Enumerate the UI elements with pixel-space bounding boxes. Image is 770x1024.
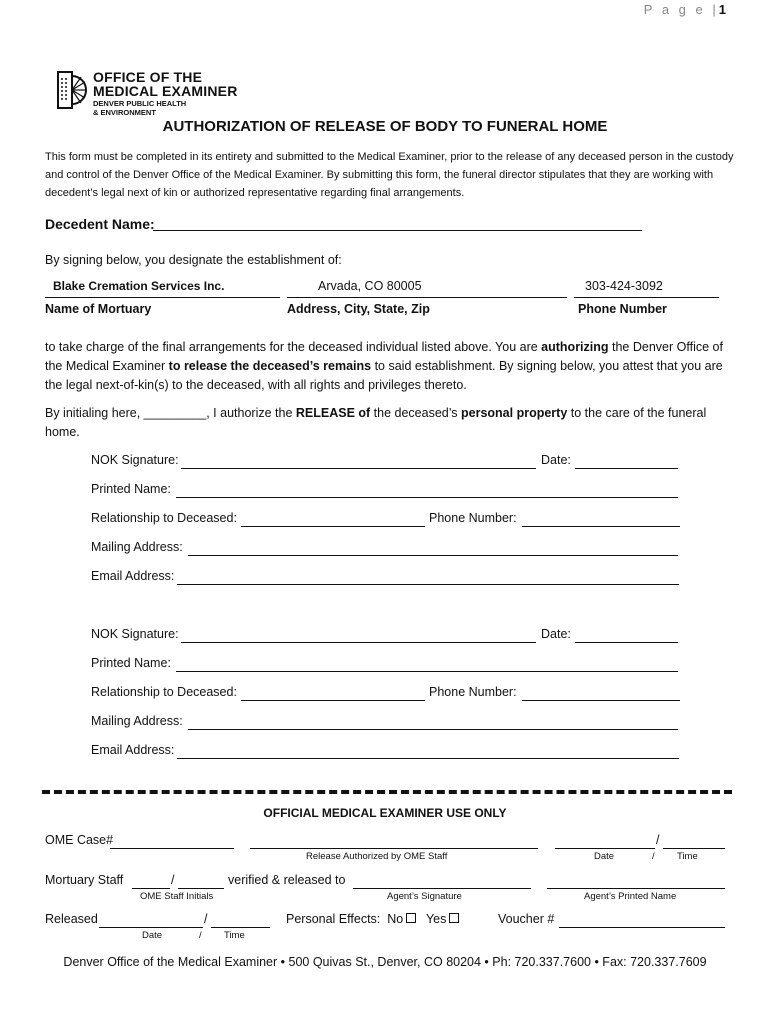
yes-label: Yes <box>425 912 447 926</box>
nok2-date-field[interactable] <box>575 626 678 643</box>
page-separator: | <box>712 2 719 17</box>
section-divider <box>42 790 732 794</box>
nok2-phone-label: Phone Number: <box>429 685 517 699</box>
agent-printed-name-label: Agent’s Printed Name <box>584 891 677 902</box>
nok1-relationship-label: Relationship to Deceased: <box>91 511 237 525</box>
ome-case-field[interactable] <box>110 832 234 849</box>
intro-paragraph: This form must be completed in its entirety and submitted to the Medical Examiner, prior to the release of any deceased person in the custody and control of the Denver Office of the Medical Examiner. By submitting this form, the funeral director stipulates that they are working with decedent’s legal next of kin or authorized representative regarding final arrangements. <box>45 151 734 199</box>
nok2-mailing-field[interactable] <box>188 713 678 730</box>
p2-e: to the care of the funeral home. <box>45 406 707 439</box>
mortuary-address-label: Address, City, State, Zip <box>287 302 430 316</box>
no-label: No <box>387 912 404 926</box>
agent-signature-label: Agent’s Signature <box>387 891 462 902</box>
authorization-paragraph <box>45 338 730 395</box>
ome-time-label: Time <box>677 851 698 862</box>
nok1-phone-label: Phone Number: <box>429 511 517 525</box>
nok1-date-label: Date: <box>541 453 571 467</box>
verified-released-label: verified & released to <box>228 873 346 887</box>
ome-section-title: OFFICIAL MEDICAL EXAMINER USE ONLY <box>263 806 507 820</box>
ome-date-field[interactable] <box>555 832 655 849</box>
nok1-printed-name-field[interactable] <box>176 481 678 498</box>
yes-checkbox[interactable] <box>449 913 459 923</box>
ome-date-slash: / <box>656 833 660 847</box>
nok1-signature-field[interactable] <box>181 452 536 469</box>
mortuary-name-label: Name of Mortuary <box>45 302 152 316</box>
ome-staff-initials-label: OME Staff Initials <box>140 891 214 902</box>
decedent-name-field[interactable] <box>153 214 642 231</box>
ome-logo-icon <box>57 70 87 110</box>
nok2-email-label: Email Address: <box>91 743 175 757</box>
mortuary-staff-initials-field[interactable] <box>132 872 170 889</box>
p1-b: authorizing <box>541 340 609 354</box>
mortuary-staff-label: Mortuary Staff <box>45 873 124 887</box>
nok1-relationship-field[interactable] <box>241 510 425 527</box>
released-date-label: Date <box>142 930 163 941</box>
nok2-email-field[interactable] <box>177 742 679 759</box>
personal-effects-row <box>286 912 462 926</box>
nok1-phone-field[interactable] <box>522 510 680 527</box>
no-checkbox[interactable] <box>406 913 416 923</box>
nok1-printed-name-label: Printed Name: <box>91 482 171 496</box>
p1-d: to release the deceased’s remains <box>168 359 372 373</box>
logo-line-1: OFFICE OF THE <box>93 69 203 85</box>
nok1-email-label: Email Address: <box>91 569 175 583</box>
nok1-email-field[interactable] <box>177 568 679 585</box>
released-time-field[interactable] <box>211 911 270 928</box>
nok2-phone-field[interactable] <box>522 684 680 701</box>
ome-date-label: Date <box>594 851 615 862</box>
decedent-name-row <box>45 216 155 232</box>
page-number <box>644 2 726 17</box>
agent-printed-name-field[interactable] <box>547 872 725 889</box>
nok2-date-label: Date: <box>541 627 571 641</box>
released-date-field[interactable] <box>99 911 203 928</box>
release-authorized-label: Release Authorized by OME Staff <box>306 851 448 862</box>
mortuary-name-value: Blake Cremation Services Inc. <box>53 279 225 293</box>
p2-d: personal property <box>461 406 568 420</box>
agent-signature-field[interactable] <box>353 872 531 889</box>
page-label: P a g e <box>643 2 706 17</box>
p2-b: RELEASE of <box>295 406 371 420</box>
logo-line-2: MEDICAL EXAMINER <box>93 83 238 99</box>
designate-text: By signing below, you designate the establishment of: <box>45 253 342 267</box>
released-label: Released <box>45 912 98 926</box>
ome-date-time-slash: / <box>652 851 655 862</box>
decedent-name-label: Decedent Name: <box>45 216 155 232</box>
property-release-paragraph <box>45 404 730 442</box>
logo-line-4: & ENVIRONMENT <box>93 108 156 117</box>
released-slash: / <box>204 912 208 926</box>
p1-e: to said establishment. By signing below, you attest that you are the legal next-of-kin(s) to the deceased, with all rights and privileges thereto. <box>45 359 723 392</box>
released-time-label: Time <box>224 930 245 941</box>
logo-line-3: DENVER PUBLIC HEALTH <box>93 99 187 108</box>
mortuary-phone-label: Phone Number <box>578 302 667 316</box>
voucher-label: Voucher # <box>498 912 555 926</box>
nok1-date-field[interactable] <box>575 452 678 469</box>
p1-a: to take charge of the final arrangements for the deceased individual listed above. You are <box>45 340 542 354</box>
ome-staff-initials-field[interactable] <box>178 872 224 889</box>
p1-c: the Denver Office of the Medical Examiner <box>45 340 723 373</box>
form-title: AUTHORIZATION OF RELEASE OF BODY TO FUNERAL HOME <box>162 118 608 135</box>
nok1-mailing-field[interactable] <box>188 539 678 556</box>
mortuary-address-value: Arvada, CO 80005 <box>318 279 422 293</box>
page-num: 1 <box>718 2 726 17</box>
nok2-relationship-label: Relationship to Deceased: <box>91 685 237 699</box>
nok2-printed-name-label: Printed Name: <box>91 656 171 670</box>
nok1-signature-label: NOK Signature: <box>91 453 179 467</box>
nok2-printed-name-field[interactable] <box>176 655 678 672</box>
nok2-signature-field[interactable] <box>181 626 536 643</box>
nok2-relationship-field[interactable] <box>241 684 425 701</box>
nok1-mailing-label: Mailing Address: <box>91 540 183 554</box>
nok2-signature-label: NOK Signature: <box>91 627 179 641</box>
mortuary-phone-value: 303-424-3092 <box>585 279 663 293</box>
p2-a: By initialing here, _________, I authorize the <box>45 406 296 420</box>
ome-case-label: OME Case# <box>45 833 114 847</box>
mortuary-staff-slash: / <box>171 873 175 887</box>
p2-c: the deceased’s <box>370 406 461 420</box>
ome-logo <box>57 68 257 118</box>
personal-effects-label: Personal Effects: <box>286 912 381 926</box>
released-date-time-slash: / <box>199 930 202 941</box>
nok2-mailing-label: Mailing Address: <box>91 714 183 728</box>
voucher-field[interactable] <box>559 911 725 928</box>
ome-time-field[interactable] <box>663 832 725 849</box>
release-authorized-field[interactable] <box>250 832 538 849</box>
footer-contact: Denver Office of the Medical Examiner • 500 Quivas St., Denver, CO 80204 • Ph: 720.337.7600 • Fax: 720.337.7609 <box>63 955 707 969</box>
